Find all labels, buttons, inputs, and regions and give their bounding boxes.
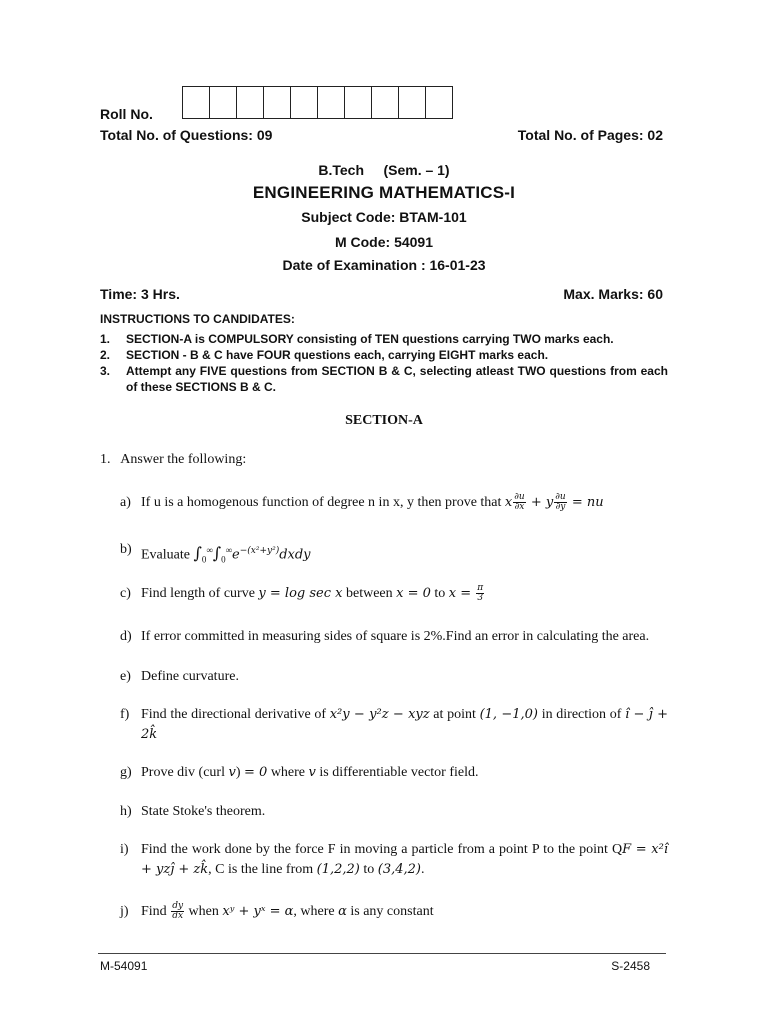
program-semester: B.Tech (Sem. – 1): [318, 162, 450, 178]
question-text: , where: [293, 904, 339, 919]
roll-number-boxes: [182, 86, 453, 119]
roll-number-box: [182, 86, 210, 119]
question-text: in direction of: [538, 707, 622, 722]
question-text: to: [359, 862, 378, 877]
question-label: i): [120, 842, 129, 857]
math-expression: x²y − y²z − xyz: [329, 707, 430, 722]
math-var: x: [504, 495, 513, 510]
question-text: is any constant: [346, 904, 434, 919]
total-pages: Total No. of Pages: 02: [517, 127, 663, 143]
question-1h: [120, 802, 668, 822]
question-text: If error committed in measuring sides of square is 2%.Find an error in calculating the area.: [141, 629, 650, 644]
roll-number-box: [344, 86, 372, 119]
exam-date: Date of Examination : 16-01-23: [282, 257, 486, 273]
question-text: Find length of curve: [141, 586, 259, 601]
question-1a: [120, 493, 668, 513]
math-expression: F = x²î + yzĵ + zk̂: [141, 842, 668, 877]
fraction-denominator: dx: [172, 911, 184, 922]
math-op: +: [526, 495, 546, 510]
question-1d: [120, 627, 668, 647]
math-expression: î − ĵ + 2k̂: [141, 707, 668, 742]
math-expression: y = log sec x: [258, 586, 343, 601]
math-expression: x = 0: [396, 586, 431, 601]
question-label: c): [120, 586, 131, 601]
integral-lower-limit: 0: [201, 554, 207, 565]
question-label: e): [120, 669, 131, 684]
question-text: to: [430, 586, 449, 601]
question-text: Define curvature.: [141, 669, 239, 684]
instruction-item: [100, 363, 668, 395]
question-text: between: [342, 586, 397, 601]
integral-sign: ∫: [193, 543, 202, 563]
fraction-numerator: π: [477, 583, 484, 594]
math-expression: = 0: [244, 765, 268, 780]
instructions-list: [100, 331, 668, 395]
question-1j: [120, 902, 668, 922]
instruction-text: SECTION - B & C have FOUR questions each, carrying EIGHT marks each.: [126, 348, 549, 362]
math-expression: dxdy: [279, 547, 311, 563]
instruction-number: 1.: [100, 332, 111, 346]
instruction-text: SECTION-A is COMPULSORY consisting of TEN questions carrying TWO marks each.: [126, 332, 614, 346]
question-text: .: [421, 862, 425, 877]
math-expression: x =: [448, 586, 476, 601]
roll-number-box: [263, 86, 291, 119]
math-expression: (3,4,2): [377, 862, 421, 877]
math-var: v: [308, 765, 316, 780]
question-label: f): [120, 707, 130, 722]
math-expression: (1,2,2): [316, 862, 360, 877]
max-marks: Max. Marks: 60: [563, 286, 663, 302]
math-expression: (1, −1,0): [479, 707, 538, 722]
question-label: a): [120, 495, 131, 510]
question-1-prompt: 1. Answer the following:: [100, 452, 247, 467]
subject-code: Subject Code: BTAM-101: [301, 209, 467, 225]
integral-upper-limit: ∞: [206, 545, 213, 555]
fraction-numerator: ∂u: [555, 492, 566, 503]
fraction-denominator: 3: [477, 593, 484, 604]
question-1i: [120, 840, 668, 880]
math-expression: xʸ + yˣ = α: [222, 904, 294, 919]
exponent: −(x²+y²): [239, 546, 280, 556]
fraction-denominator: ∂x: [514, 502, 525, 513]
integral-sign: ∫: [212, 543, 222, 563]
fraction-numerator: ∂u: [514, 492, 525, 503]
question-text: Find the work done by the force F in moving a particle from a point P to the point Q: [141, 842, 623, 857]
exam-time: Time: 3 Hrs.: [100, 286, 180, 302]
section-a-title: SECTION-A: [345, 413, 423, 428]
question-1e: [120, 667, 668, 687]
instruction-number: 2.: [100, 348, 111, 362]
footer-divider: [98, 953, 666, 954]
roll-number-box: [371, 86, 399, 119]
question-text: at point: [429, 707, 480, 722]
question-text: If u is a homogenous function of degree n in x, y then prove that: [141, 495, 505, 510]
fraction: [476, 584, 484, 603]
instruction-number: 3.: [100, 364, 111, 378]
question-label: b): [120, 542, 132, 557]
question-text: , C is the line from: [208, 862, 317, 877]
question-text: Find the directional derivative of: [141, 707, 330, 722]
instruction-item: [100, 331, 668, 347]
question-text: is differentiable vector field.: [315, 765, 479, 780]
question-label: h): [120, 804, 132, 819]
math-var: α: [338, 904, 347, 919]
math-expression: = nu: [567, 495, 604, 510]
footer-m-code: M-54091: [100, 959, 148, 973]
subject-title: ENGINEERING MATHEMATICS-I: [252, 183, 516, 202]
question-label: g): [120, 765, 132, 780]
question-text: Evaluate: [141, 547, 194, 563]
roll-number-label: Roll No.: [100, 106, 153, 122]
math-var: v: [228, 765, 236, 780]
roll-number-box: [425, 86, 453, 119]
instruction-text: Attempt any FIVE questions from SECTION B & C, selecting atleast TWO questions from each of these SECTIONS B & C.: [126, 364, 668, 394]
math-var: y: [545, 495, 554, 510]
footer-serial: S-2458: [611, 959, 650, 973]
question-text: Prove div (curl: [141, 765, 229, 780]
roll-number-box: [317, 86, 345, 119]
roll-number-box: [290, 86, 318, 119]
fraction-denominator: ∂y: [555, 502, 566, 513]
question-label: j): [120, 904, 129, 919]
question-text: when: [185, 904, 223, 919]
question-1b: [120, 540, 668, 569]
integral-lower-limit: 0: [221, 554, 226, 565]
fraction: [513, 493, 525, 512]
question-label: d): [120, 629, 132, 644]
integral-upper-limit: ∞: [225, 545, 233, 555]
question-text: ): [235, 765, 245, 780]
math-var: e: [232, 547, 240, 563]
question-1f: [120, 705, 668, 745]
roll-number-box: [398, 86, 426, 119]
fraction-numerator: dy: [172, 901, 184, 912]
question-text: where: [267, 765, 309, 780]
roll-number-box: [236, 86, 264, 119]
instructions-heading: INSTRUCTIONS TO CANDIDATES:: [100, 312, 295, 326]
question-text: Find: [141, 904, 171, 919]
roll-number-box: [209, 86, 237, 119]
instruction-item: [100, 347, 668, 363]
fraction: [554, 493, 566, 512]
question-1g: [120, 763, 668, 783]
total-questions: Total No. of Questions: 09: [100, 127, 273, 143]
m-code: M Code: 54091: [334, 234, 434, 250]
fraction: [171, 902, 184, 921]
question-1c: [120, 584, 668, 604]
question-text: State Stoke's theorem.: [141, 804, 266, 819]
